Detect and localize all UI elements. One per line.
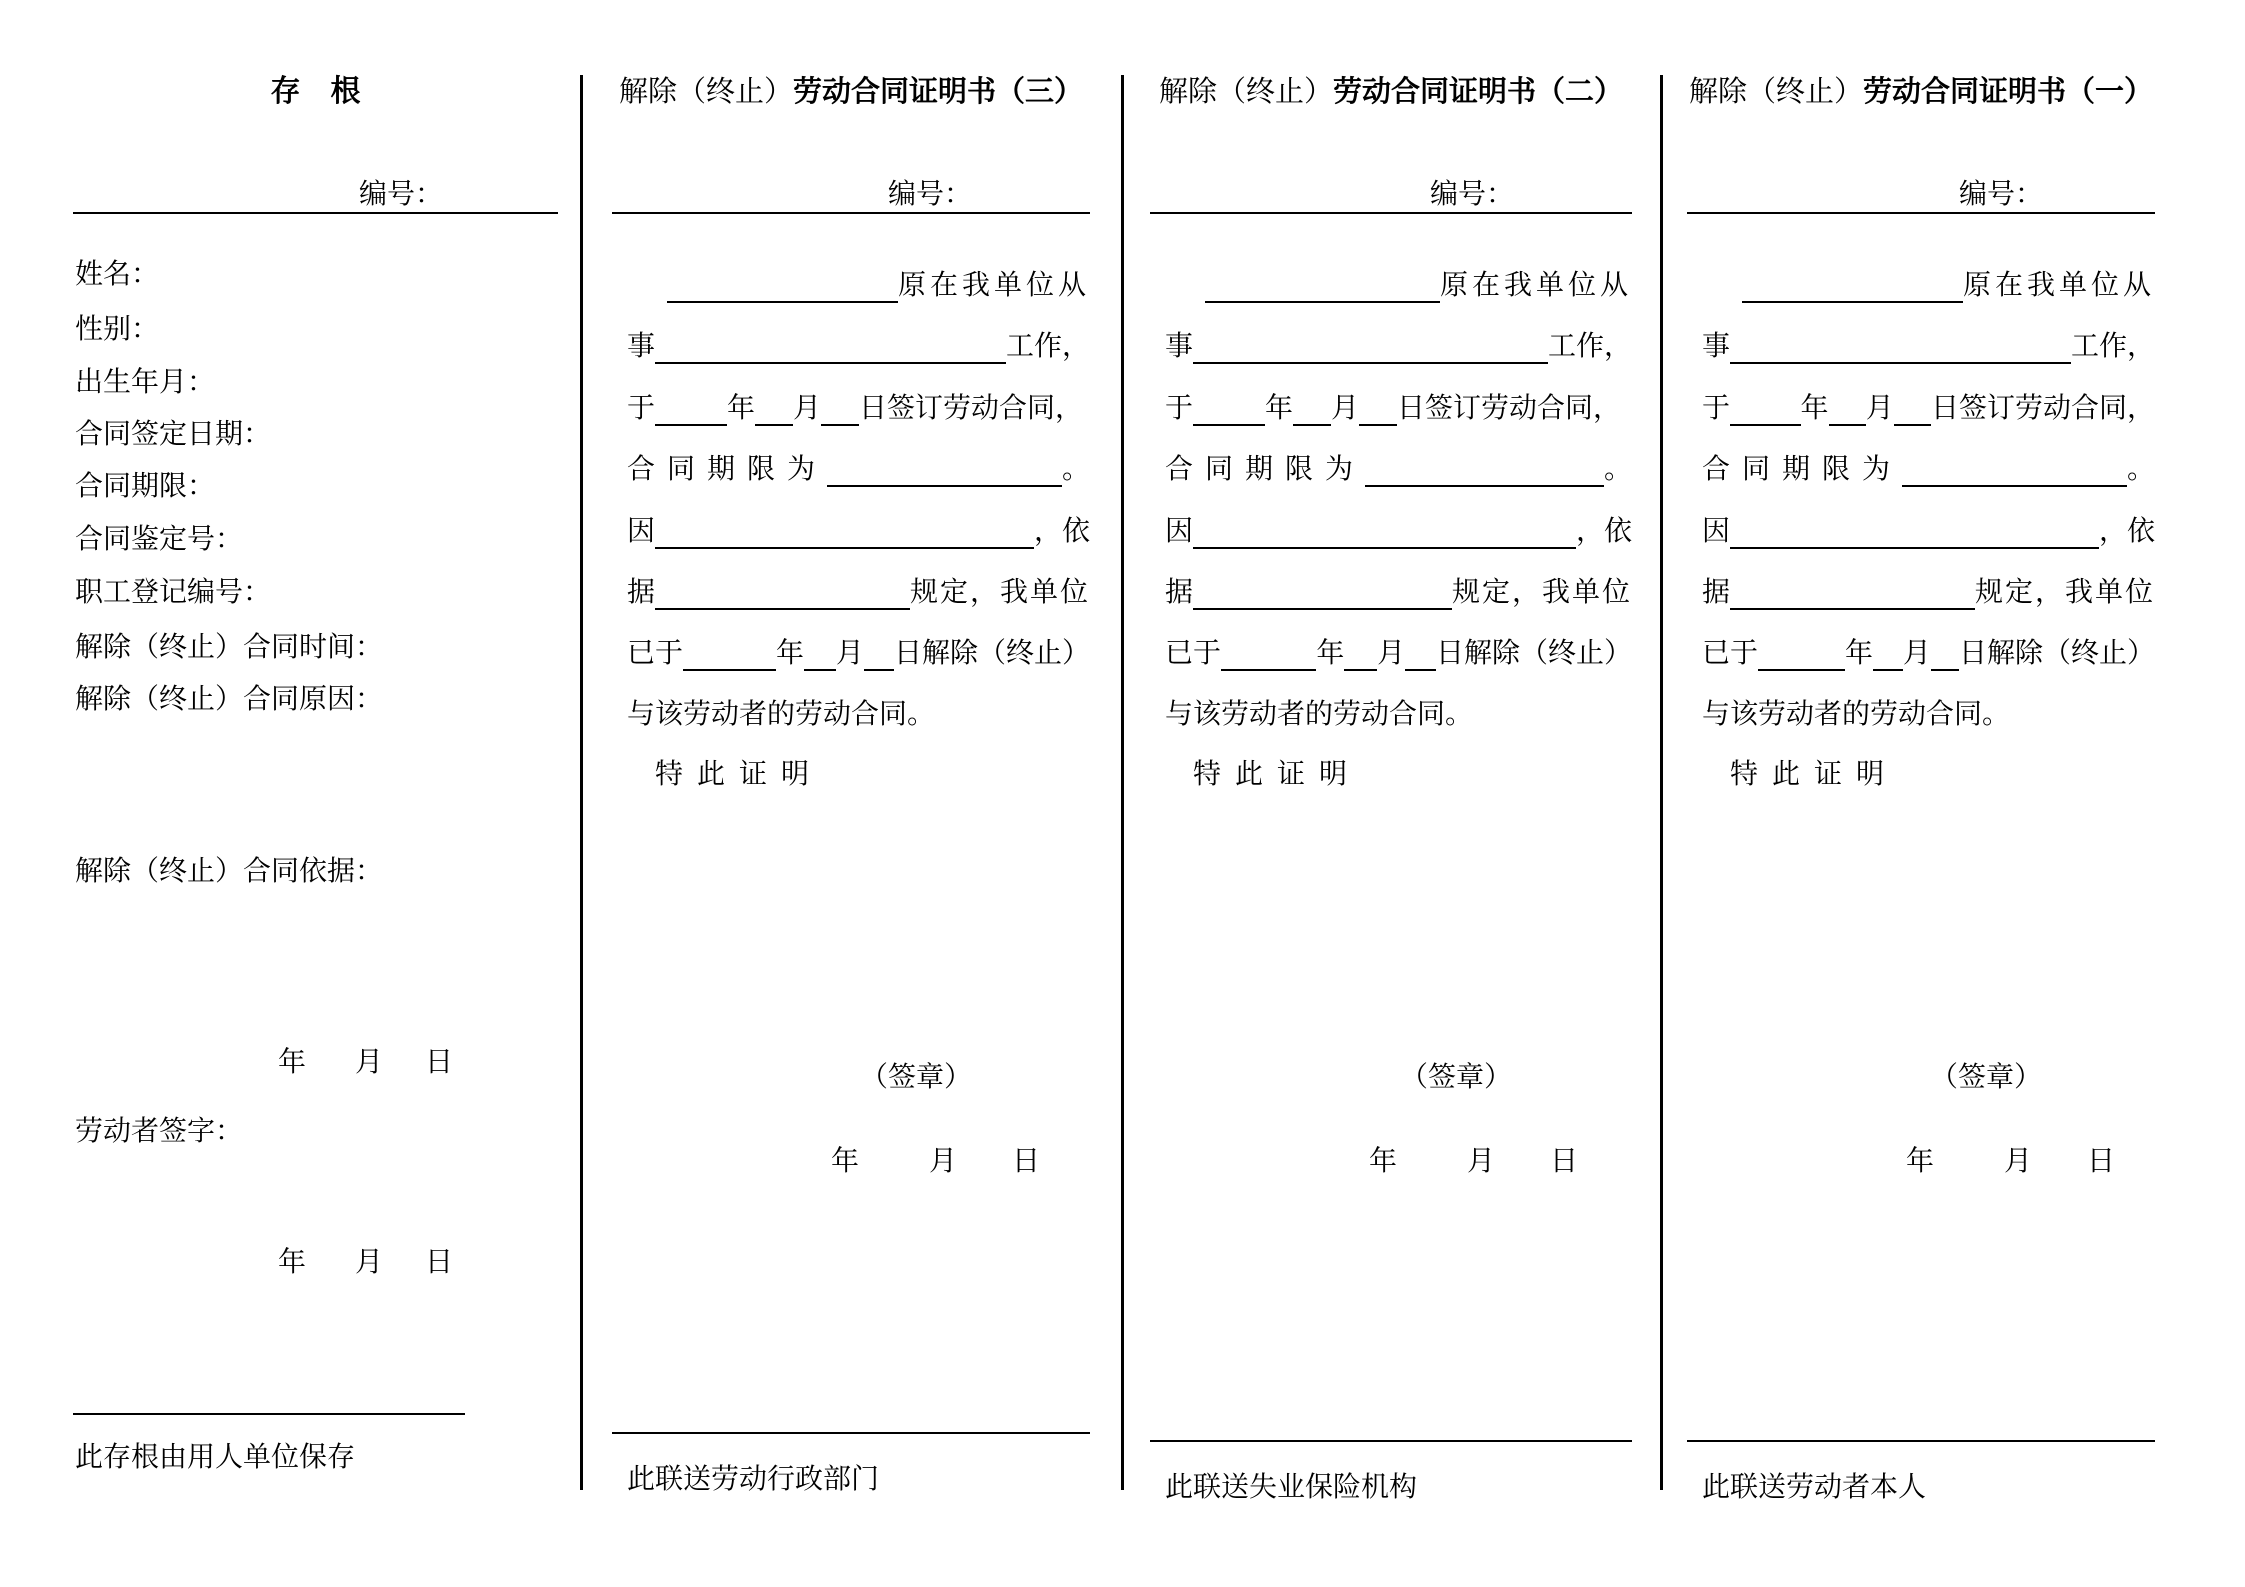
body-line-9 — [627, 752, 1090, 792]
body-line-8 — [627, 692, 1090, 732]
seal-label: （签章） — [1399, 1062, 1512, 1093]
field-label-term: 合同期限： — [75, 471, 216, 502]
body-text: 日签订劳动合同， — [1931, 393, 2156, 424]
field-label-appraisal-no: 合同鉴定号： — [75, 524, 244, 555]
field-label-termination-time: 解除（终止）合同时间： — [75, 632, 384, 663]
body-text: 年 — [1844, 638, 1873, 669]
body-text: 日解除（终止） — [1435, 638, 1632, 669]
body-line-8 — [1165, 692, 1632, 732]
stub-column — [73, 0, 558, 1587]
year-blank-field — [1193, 394, 1265, 426]
indent — [1165, 302, 1205, 303]
cert-footer-note: 此联送劳动行政部门 — [627, 1464, 880, 1495]
body-text: 据 — [1702, 577, 1731, 608]
month-label: 月 — [929, 1146, 958, 1177]
worker-signature-label: 劳动者签字： — [75, 1116, 244, 1147]
body-line-2 — [1702, 324, 2155, 364]
month-blank-field — [1829, 394, 1866, 426]
day-label: 日 — [2087, 1146, 2116, 1177]
body-text: 日签订劳动合同， — [1397, 393, 1622, 424]
body-text: 年 — [1800, 393, 1829, 424]
cert-footer-note: 此联送失业保险机构 — [1165, 1472, 1418, 1503]
month-label: 月 — [355, 1047, 384, 1078]
basis-blank-field — [1193, 578, 1452, 610]
number-row — [1687, 168, 2155, 214]
body-line-8 — [1702, 692, 2155, 732]
month-label: 月 — [2004, 1146, 2033, 1177]
name-blank-field — [1205, 271, 1440, 303]
body-text: 规定，我单位 — [909, 577, 1090, 608]
certificate-column-1 — [1687, 0, 2155, 1587]
year-label: 年 — [1906, 1146, 1935, 1177]
name-blank-field — [1742, 271, 1963, 303]
body-text: 于 — [627, 393, 656, 424]
title-prefix: 解除（终止） — [618, 76, 793, 108]
indent — [627, 791, 655, 792]
body-line-5 — [627, 509, 1090, 549]
field-label-employee-reg-no: 职工登记编号： — [75, 577, 272, 608]
seal-label: （签章） — [1929, 1062, 2042, 1093]
body-text: 于 — [1702, 393, 1731, 424]
body-text: 规定，我单位 — [1451, 577, 1632, 608]
body-line-3 — [1165, 386, 1632, 426]
title-prefix: 解除（终止） — [1688, 76, 1863, 108]
column-divider — [1660, 75, 1663, 1490]
indent — [1702, 791, 1730, 792]
body-line-6 — [627, 570, 1090, 610]
field-label-gender: 性别： — [75, 314, 160, 345]
field-label-termination-reason: 解除（终止）合同原因： — [75, 684, 384, 715]
cert-footer-note: 此联送劳动者本人 — [1702, 1472, 1927, 1503]
stub-date-row-2 — [278, 1243, 453, 1283]
month-blank-field — [1293, 394, 1331, 426]
body-text: 月 — [1331, 393, 1360, 424]
name-blank-field — [667, 271, 898, 303]
body-line-1 — [1165, 263, 1632, 303]
body-line-6 — [1165, 570, 1632, 610]
reason-blank-field — [1730, 517, 2099, 549]
year-blank-field — [1758, 639, 1845, 671]
day-label: 日 — [425, 1247, 454, 1278]
field-label-name: 姓名： — [75, 259, 160, 290]
day-label: 日 — [1012, 1146, 1041, 1177]
body-text: 于 — [1165, 393, 1194, 424]
certificate-title — [1687, 72, 2155, 112]
day-blank-field — [1405, 639, 1436, 671]
body-text: 工作， — [1005, 331, 1090, 362]
body-text: 与该劳动者的劳动合同。 — [1165, 699, 1474, 730]
year-blank-field — [683, 639, 776, 671]
hereby-certify-text: 特此证明 — [1193, 759, 1362, 790]
month-blank-field — [1873, 639, 1903, 671]
number-label: 编号： — [1429, 179, 1514, 210]
day-blank-field — [1894, 394, 1931, 426]
number-label: 编号： — [1958, 179, 2043, 210]
year-label: 年 — [278, 1247, 307, 1278]
body-line-7 — [1702, 631, 2155, 671]
job-blank-field — [1730, 332, 2071, 364]
body-text: 月 — [1902, 638, 1931, 669]
year-blank-field — [1221, 639, 1316, 671]
certificate-column-3 — [612, 0, 1090, 1587]
cert-date-row — [831, 1142, 1040, 1182]
hereby-certify-text: 特此证明 — [655, 759, 824, 790]
body-text: 已于 — [627, 638, 684, 669]
month-blank-field — [755, 394, 793, 426]
column-divider — [580, 75, 583, 1490]
reason-blank-field — [655, 517, 1034, 549]
month-blank-field — [1344, 639, 1377, 671]
body-text: 月 — [1865, 393, 1894, 424]
field-label-termination-basis: 解除（终止）合同依据： — [75, 856, 384, 887]
body-text: 因 — [627, 516, 656, 547]
body-text: ，依 — [2098, 516, 2155, 547]
basis-blank-field — [655, 578, 910, 610]
indent — [1165, 791, 1193, 792]
stub-footer-line — [73, 1413, 465, 1415]
body-line-5 — [1165, 509, 1632, 549]
certificate-title — [612, 72, 1090, 112]
month-label: 月 — [355, 1247, 384, 1278]
body-text: 年 — [1265, 393, 1294, 424]
body-line-5 — [1702, 509, 2155, 549]
body-text: 年 — [775, 638, 804, 669]
day-blank-field — [1359, 394, 1397, 426]
certificate-title — [1150, 72, 1632, 112]
body-text: 据 — [627, 577, 656, 608]
title-main: 劳动合同证明书（二） — [1333, 76, 1624, 108]
month-blank-field — [804, 639, 836, 671]
body-text: 事 — [1165, 331, 1194, 362]
body-text: 规定，我单位 — [1974, 577, 2155, 608]
job-blank-field — [1193, 332, 1548, 364]
field-label-birthdate: 出生年月： — [75, 367, 216, 398]
term-blank-field — [827, 455, 1062, 487]
body-text: 与该劳动者的劳动合同。 — [1702, 699, 2011, 730]
body-line-7 — [1165, 631, 1632, 671]
body-text: 合同期限为 — [627, 454, 828, 485]
cert-date-row — [1369, 1142, 1578, 1182]
body-text: 据 — [1165, 577, 1194, 608]
body-line-1 — [627, 263, 1090, 303]
year-label: 年 — [1369, 1146, 1398, 1177]
day-blank-field — [821, 394, 859, 426]
body-text: 月 — [793, 393, 822, 424]
certificate-column-2 — [1150, 0, 1632, 1587]
body-line-2 — [627, 324, 1090, 364]
indent — [1702, 302, 1742, 303]
indent — [627, 302, 667, 303]
body-text: 日签订劳动合同， — [859, 393, 1084, 424]
body-line-6 — [1702, 570, 2155, 610]
year-blank-field — [1730, 394, 1801, 426]
body-text: 与该劳动者的劳动合同。 — [627, 699, 936, 730]
number-row — [612, 168, 1090, 214]
body-text: 因 — [1165, 516, 1194, 547]
body-line-4 — [1702, 447, 2155, 487]
stub-date-row-1 — [278, 1043, 453, 1083]
day-label: 日 — [1550, 1146, 1579, 1177]
cert-date-row — [1906, 1142, 2115, 1182]
seal-label: （签章） — [859, 1062, 972, 1093]
body-text: 日解除（终止） — [894, 638, 1091, 669]
body-text: 因 — [1702, 516, 1731, 547]
stub-number-label: 编号： — [358, 179, 443, 210]
field-label-sign-date: 合同签定日期： — [75, 419, 272, 450]
column-divider — [1121, 75, 1124, 1490]
title-main: 劳动合同证明书（一） — [1863, 76, 2154, 108]
body-text: 原在我单位从 — [1962, 270, 2155, 301]
cert-footer-line — [612, 1432, 1090, 1434]
body-line-4 — [627, 447, 1090, 487]
body-text: 。 — [1061, 454, 1090, 485]
body-text: 合同期限为 — [1702, 454, 1903, 485]
body-line-9 — [1165, 752, 1632, 792]
body-text: 已于 — [1165, 638, 1222, 669]
body-text: 已于 — [1702, 638, 1759, 669]
body-text: 合同期限为 — [1165, 454, 1366, 485]
stub-title: 存 根 — [270, 75, 361, 108]
body-text: 工作， — [1547, 331, 1632, 362]
year-label: 年 — [278, 1047, 307, 1078]
body-line-9 — [1702, 752, 2155, 792]
day-blank-field — [1931, 639, 1959, 671]
body-line-1 — [1702, 263, 2155, 303]
body-text: ，依 — [1575, 516, 1632, 547]
hereby-certify-text: 特此证明 — [1730, 759, 1899, 790]
stub-footer-note: 此存根由用人单位保存 — [75, 1442, 356, 1473]
body-text: 年 — [1316, 638, 1345, 669]
body-line-4 — [1165, 447, 1632, 487]
body-text: 日解除（终止） — [1958, 638, 2155, 669]
year-label: 年 — [831, 1146, 860, 1177]
body-line-2 — [1165, 324, 1632, 364]
body-text: 。 — [2126, 454, 2155, 485]
body-text: 月 — [835, 638, 864, 669]
job-blank-field — [655, 332, 1006, 364]
body-line-3 — [1702, 386, 2155, 426]
reason-blank-field — [1193, 517, 1576, 549]
cert-footer-line — [1150, 1440, 1632, 1442]
body-text: 年 — [727, 393, 756, 424]
body-text: 原在我单位从 — [897, 270, 1090, 301]
title-main: 劳动合同证明书（三） — [793, 76, 1084, 108]
title-prefix: 解除（终止） — [1158, 76, 1333, 108]
stub-number-row — [73, 168, 558, 214]
year-blank-field — [655, 394, 727, 426]
month-label: 月 — [1467, 1146, 1496, 1177]
term-blank-field — [1365, 455, 1604, 487]
body-text: 工作， — [2070, 331, 2155, 362]
body-text: 事 — [1702, 331, 1731, 362]
cert-footer-line — [1687, 1440, 2155, 1442]
number-row — [1150, 168, 1632, 214]
term-blank-field — [1902, 455, 2127, 487]
day-label: 日 — [425, 1047, 454, 1078]
body-text: 原在我单位从 — [1439, 270, 1632, 301]
body-line-3 — [627, 386, 1090, 426]
body-text: ，依 — [1033, 516, 1090, 547]
body-text: 月 — [1377, 638, 1406, 669]
number-label: 编号： — [887, 179, 972, 210]
basis-blank-field — [1730, 578, 1975, 610]
body-text: 事 — [627, 331, 656, 362]
body-line-7 — [627, 631, 1090, 671]
body-text: 。 — [1603, 454, 1632, 485]
day-blank-field — [864, 639, 894, 671]
